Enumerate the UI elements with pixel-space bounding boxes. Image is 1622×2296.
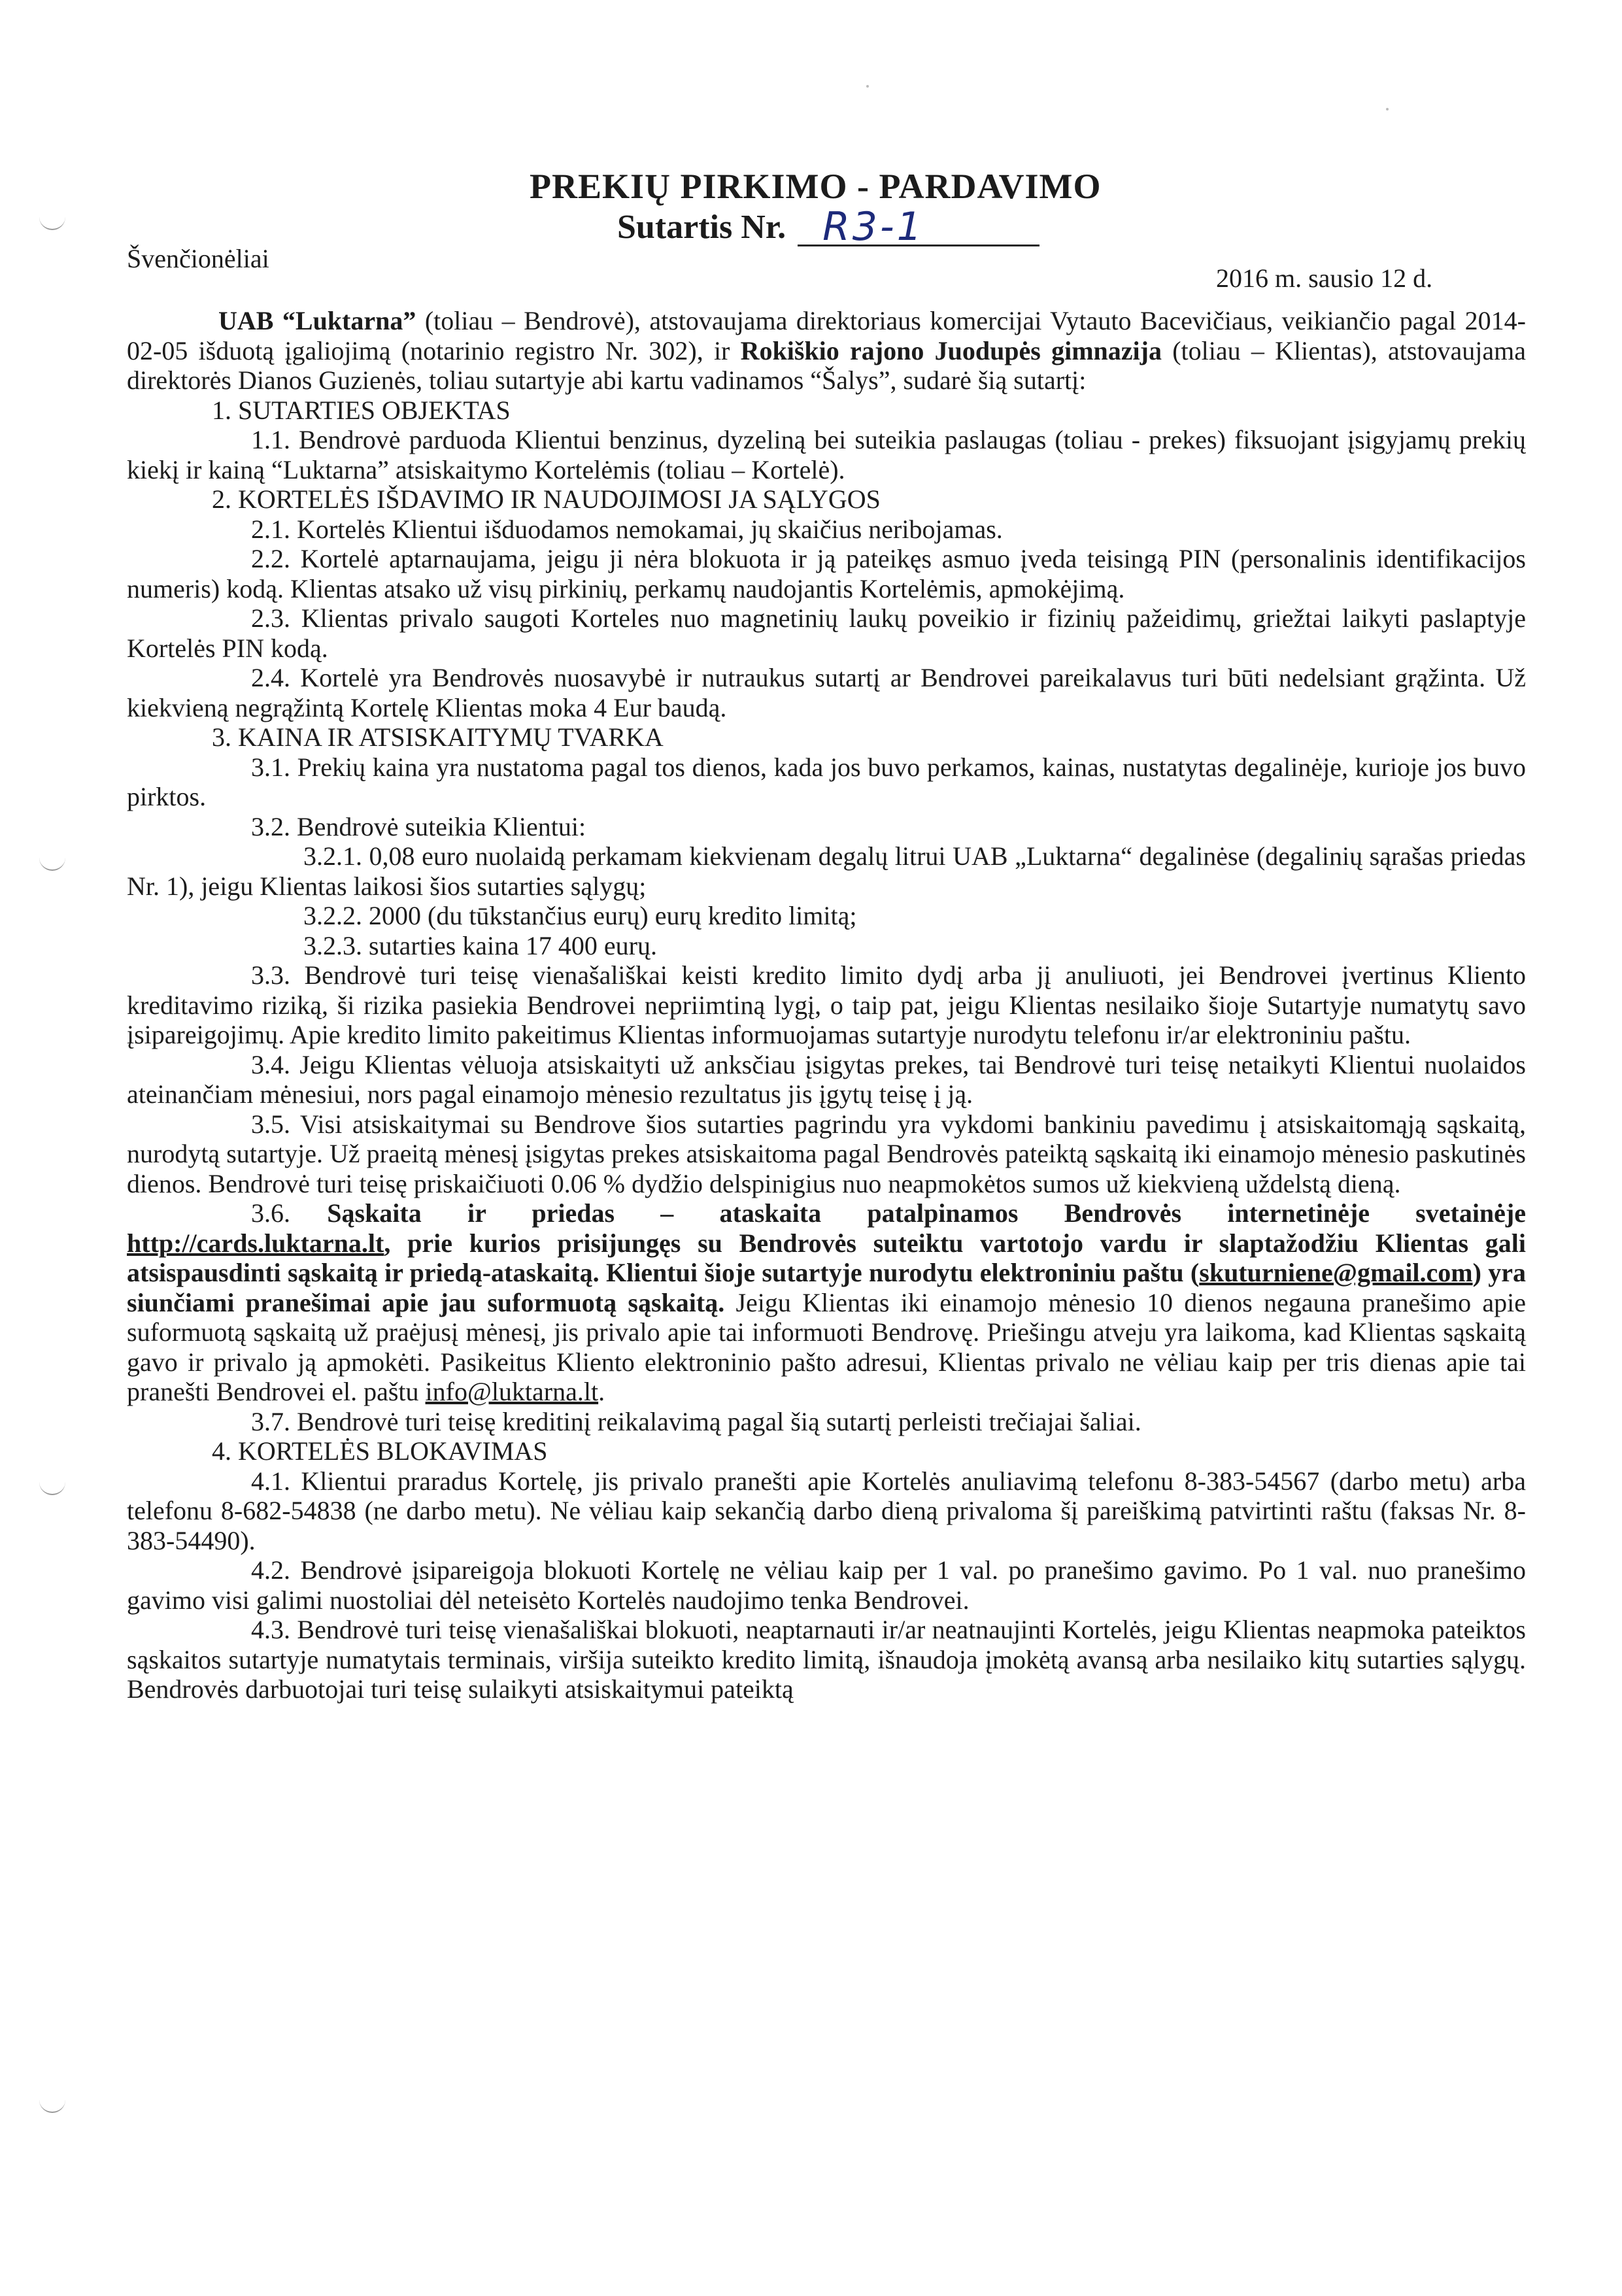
margin-mark <box>39 1481 65 1495</box>
clause-3-6-bold-1: Sąskaita ir priedas – ataskaita patalpinamos Bendrovės internetinėje svetainėje <box>327 1198 1527 1228</box>
clause-4-1: 4.1. Klientui praradus Kortelę, jis privalo pranešti apie Kortelės anuliavimą telefonu 8-383-54567 (darbo metu) arba telefonu 8-682-54838 (ne darbo metu). Ne vėliau kaip sekančią darbo dieną privaloma šį pareiškimą patvirtinti raštu (faksas Nr. 8-383-54490). <box>127 1466 1526 1555</box>
clause-2-1: 2.1. Kortelės Klientui išduodamos nemokamai, jų skaičius neribojamas. <box>251 514 1003 544</box>
section-2-title: 2. KORTELĖS IŠDAVIMO IR NAUDOJIMOSI JA SĄLYGOS <box>212 484 881 514</box>
clause-4-2: 4.2. Bendrovė įsipareigoja blokuoti Kortelę ne vėliau kaip per 1 val. po pranešimo gavimo. Po 1 val. nuo pranešimo gavimo visi galimi nuostoliai dėl neteisėto Kortelės naudojimo tenka Bendrovei. <box>127 1555 1526 1615</box>
clause-3-6-text: Jeigu Klientas iki einamojo mėnesio 10 dienos negauna pranešimo apie suformuotą sąskaitą už praėjusį mėnesį, jis privalo apie tai informuoti Bendrovę. Priešingu atveju yra laikoma, kad Klientas sąskaitą gavo ir privalo ją apmokėti. Pasikeitus Kliento elektroninio pašto adresui, Klientas privalo ne vėliau kaip per tris dienas apie tai pranešti Bendrovei el. paštu <box>127 1287 1526 1406</box>
info-email-link[interactable]: info@luktarna.lt <box>425 1377 599 1406</box>
clause-3-4: 3.4. Jeigu Klientas vėluoja atsiskaityti už anksčiau įsigytas prekes, tai Bendrovė turi teisę netaikyti Klientui nuolaidos ateinančiam mėnesiui, nors pagal einamojo mėnesio rezultatus jis įgytų teisę į ją. <box>127 1049 1526 1109</box>
clause-3-2-1: 3.2.1. 0,08 euro nuolaidą perkamam kiekvienam degalų litrui UAB „Luktarna“ degalinėse (degalinių sąrašas priedas Nr. 1), jeigu Klientas laikosi šios sutarties sąlygų; <box>127 841 1526 901</box>
margin-mark <box>39 216 65 230</box>
clause-3-6 <box>127 1198 1526 1407</box>
clause-4-3: 4.3. Bendrovė turi teisę vienašališkai blokuoti, neaptarnauti ir/ar neatnaujinti Kortelės, jeigu Klientas neapmoka pateiktos sąskaitos sutartyje numatytais terminais, viršija suteikto kredito limitą, išnaudoja įmokėtą avansą arba nesilaiko kitų sutarties sąlygų. Bendrovės darbuotojai turi teisę sulaikyti atsiskaitymui pateiktą <box>127 1615 1526 1704</box>
clause-3-6-number: 3.6. <box>251 1198 328 1228</box>
clause-3-2-3: 3.2.3. sutarties kaina 17 400 eurų. <box>303 930 657 960</box>
client-email-link[interactable]: skuturniene@gmail.com <box>1199 1258 1473 1287</box>
contract-number-label: Sutartis Nr. <box>617 209 786 246</box>
city: Švenčionėliai <box>127 244 269 273</box>
clause-1-1: 1.1. Bendrovė parduoda Klientui benzinus, dyzeliną bei suteikia paslaugas (toliau - prekes) fiksuojant įsigyjamų prekių kiekį ir kainą “Luktarna” atsiskaitymo Kortelėmis (toliau – Kortelė). <box>127 425 1526 484</box>
clause-3-1: 3.1. Prekių kaina yra nustatoma pagal tos dienos, kada jos buvo perkamos, kainas, nustatytas degalinėje, kurioje jos buvo pirktos. <box>127 752 1526 811</box>
scan-speck <box>1386 108 1389 110</box>
clause-3-6-bold-3: ) yra siunčiami pranešimai apie jau suformuotą sąskaitą. <box>127 1258 1526 1317</box>
margin-mark <box>39 856 65 871</box>
margin-mark <box>39 2099 65 2113</box>
contract-body <box>127 306 1526 1704</box>
contract-date: 2016 m. sausio 12 d. <box>1216 263 1433 293</box>
scan-speck <box>866 85 869 88</box>
document-title: PREKIŲ PIRKIMO - PARDAVIMO <box>530 167 1102 206</box>
section-1-title: 1. SUTARTIES OBJEKTAS <box>212 395 511 425</box>
clause-2-4: 2.4. Kortelė yra Bendrovės nuosavybė ir nutraukus sutartį ar Bendrovei pareikalavus turi būti nedelsiant grąžinta. Už kiekvieną negrąžintą Kortelę Klientas moka 4 Eur baudą. <box>127 663 1526 722</box>
section-4-title: 4. KORTELĖS BLOKAVIMAS <box>212 1436 548 1466</box>
contract-number-row <box>617 204 1039 250</box>
clause-3-3: 3.3. Bendrovė turi teisę vienašališkai keisti kredito limito dydį arba jį anuliuoti, jei Bendrovei įvertinus Kliento kreditavimo riziką, ši rizika pasiekia Bendrovei nepriimtiną lygį, o taip pat, jeigu Klientas nesilaiko šioje Sutartyje numatytų savo įsipareigojimų. Apie kredito limito pakeitimus Klientas informuojamas sutartyje nurodytu telefonu ir/ar elektroniniu paštu. <box>127 960 1526 1049</box>
clause-3-6-bold-2: , prie kurios prisijungęs su Bendrovės suteiktu vartotojo vardu ir slaptažodžiu Klientas gali atsispausdinti sąskaitą ir priedą-ataskaitą. Klientui šioje sutartyje nurodytu elektroniniu paštu ( <box>127 1228 1526 1287</box>
intro-text-1: (toliau – Bendrovė), atstovaujama direktoriaus komercijai Vytauto Bacevičiaus, veikiančio pagal 2014-02-05 išduotą įgaliojimą (notarinio registro Nr. 302), ir <box>127 306 1526 365</box>
clause-3-5: 3.5. Visi atsiskaitymai su Bendrove šios sutarties pagrindu yra vykdomi bankiniu pavedimu į atsiskaitomąją sąskaitą, nurodytą sutartyje. Už praeitą mėnesį įsigytas prekes atsiskaitoma pagal Bendrovės pateiktą sąskaitą iki einamojo mėnesio paskutinės dienos. Bendrovė turi teisę priskaičiuoti 0.06 % dydžio delspinigius nuo neapmokėtos sumos už kiekvieną uždelstą dieną. <box>127 1109 1526 1198</box>
clause-2-3: 2.3. Klientas privalo saugoti Korteles nuo magnetinių laukų poveikio ir fizinių pažeidimų, griežtai laikyti paslaptyje Kortelės PIN kodą. <box>127 603 1526 663</box>
clause-3-7: 3.7. Bendrovė turi teisę kreditinį reikalavimą pagal šią sutartį perleisti trečiajai šaliai. <box>251 1406 1141 1436</box>
buyer-name: Rokiškio rajono Juodupės gimnazija <box>740 335 1162 365</box>
cards-website-link[interactable]: http://cards.luktarna.lt <box>127 1228 384 1258</box>
intro-text-2: (toliau – Klientas), atstovaujama direktorės Dianos Guzienės, toliau sutartyje abi kartu vadinamos “Šalys”, sudarė šią sutartį: <box>127 335 1526 395</box>
clause-3-6-end: . <box>598 1377 605 1406</box>
clause-2-2: 2.2. Kortelė aptarnaujama, jeigu ji nėra blokuota ir ją pateikęs asmuo įveda teisingą PIN (personalinis identifikacijos numeris) kodą. Klientas atsako už visų pirkinių, perkamų naudojantis Kortelėmis, apmokėjimą. <box>127 544 1526 603</box>
section-3-title: 3. KAINA IR ATSISKAITYMŲ TVARKA <box>212 722 664 752</box>
intro-paragraph <box>127 306 1526 396</box>
clause-3-2-2: 3.2.2. 2000 (du tūkstančius eurų) eurų kredito limitą; <box>303 901 857 930</box>
contract-number-field <box>798 204 1039 250</box>
seller-name: UAB “Luktarna” <box>218 306 416 335</box>
contract-number-handwritten: R3-1 <box>822 204 924 250</box>
clause-3-2: 3.2. Bendrovė suteikia Klientui: <box>251 811 586 841</box>
